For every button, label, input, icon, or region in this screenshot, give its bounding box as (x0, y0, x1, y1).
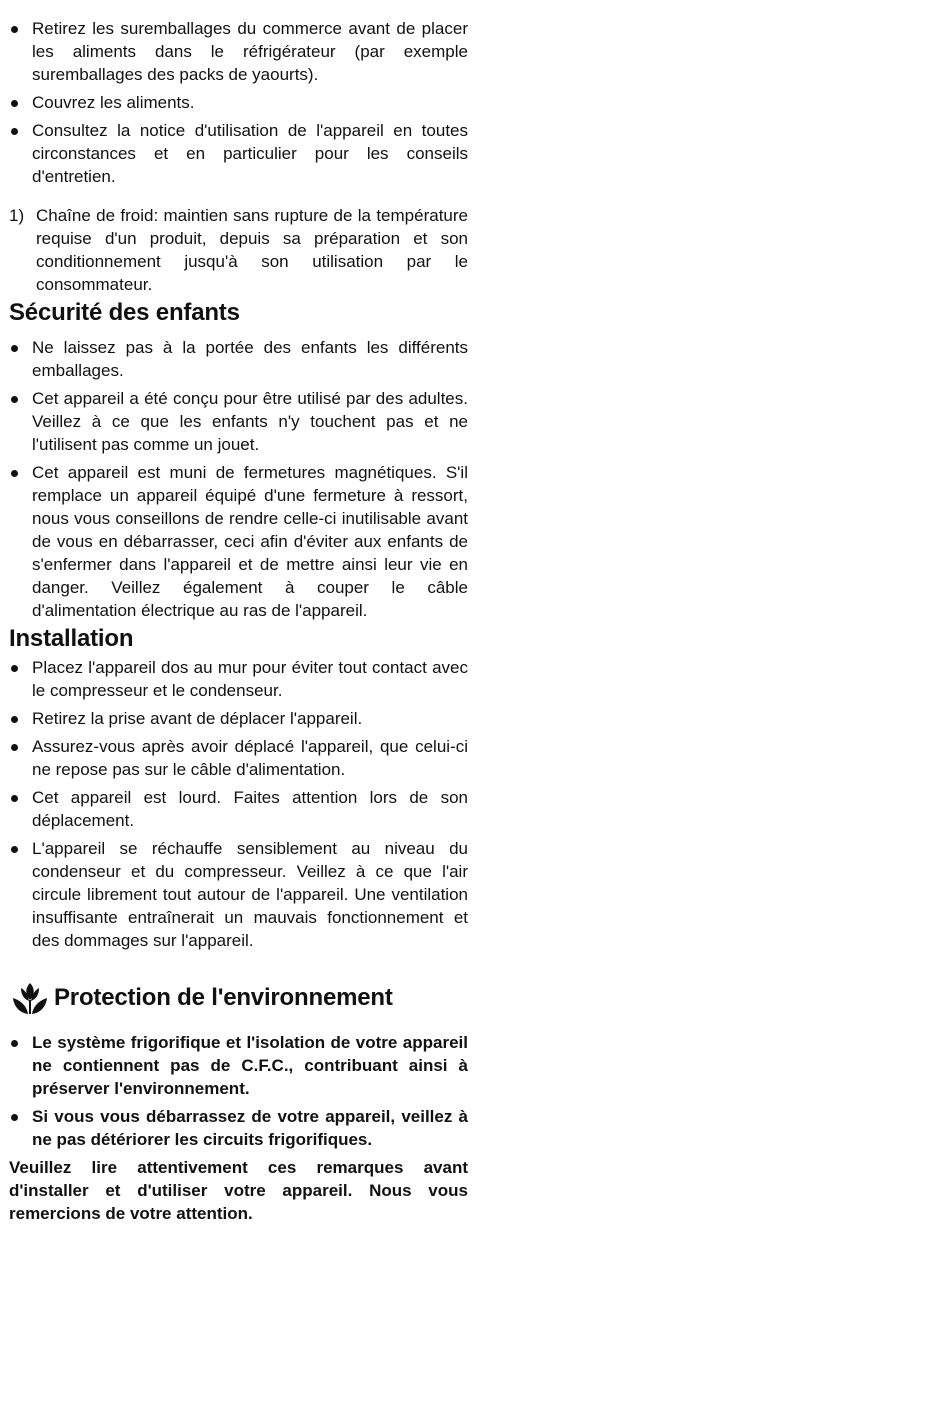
environment-list (9, 1031, 468, 1151)
list-item: Cet appareil est muni de fermetures magnétiques. S'il remplace un appareil équipé d'une fermeture à ressort, nous vous conseillons de rendre celle-ci inutilisable avant de vous en débarrasser, ceci afin d'éviter aux enfants de s'enfermer dans l'appareil et de mettre ainsi leur vie en danger. Veillez également à couper le câble d'alimentation électrique au ras de l'appareil. (9, 461, 468, 622)
footnote (9, 204, 468, 296)
environment-heading (9, 979, 468, 1017)
bullet-icon (11, 665, 18, 672)
bullet-icon (11, 100, 18, 107)
heading-environment: Protection de l'environnement (54, 984, 393, 1011)
installation-list (9, 656, 468, 952)
environment-section (9, 1031, 468, 1225)
list-item: L'appareil se réchauffe sensiblement au niveau du condenseur et du compresseur. Veillez à ce que l'air circule librement tout autour de l'appareil. Une ventilation insuffisante entraînerait un mauvais fonctionnement et des dommages sur l'appareil. (9, 837, 468, 952)
list-item: Placez l'appareil dos au mur pour éviter tout contact avec le compresseur et le condenseur. (9, 656, 468, 702)
environment-flower-icon (9, 979, 51, 1017)
bullet-icon (11, 744, 18, 751)
list-item: Couvrez les aliments. (9, 91, 468, 114)
heading-installation: Installation (9, 625, 134, 652)
list-item: Cet appareil est lourd. Faites attention lors de son déplacement. (9, 786, 468, 832)
list-item: Retirez les suremballages du commerce avant de placer les aliments dans le réfrigérateur (par exemple suremballages des packs de yaourts). (9, 17, 468, 86)
bullet-icon (11, 795, 18, 802)
bullet-icon (11, 846, 18, 853)
bullet-icon (11, 1040, 18, 1047)
list-item: Cet appareil a été conçu pour être utilisé par des adultes. Veillez à ce que les enfants n'y touchent pas et ne l'utilisent pas comme un jouet. (9, 387, 468, 456)
list-item: Retirez la prise avant de déplacer l'appareil. (9, 707, 468, 730)
bullet-icon (11, 128, 18, 135)
footnote-number: 1) (9, 206, 25, 225)
bullet-icon (11, 716, 18, 723)
bullet-icon (11, 1114, 18, 1121)
footnote-text: Chaîne de froid: maintien sans rupture de la température requise d'un produit, depuis sa préparation et son conditionnement jusqu'à son utilisation par le consommateur. (36, 206, 468, 294)
heading-children-safety: Sécurité des enfants (9, 299, 240, 326)
bullet-icon (11, 396, 18, 403)
intro-list (9, 17, 468, 188)
list-item: Assurez-vous après avoir déplacé l'appareil, que celui-ci ne repose pas sur le câble d'alimentation. (9, 735, 468, 781)
bullet-icon (11, 26, 18, 33)
bullet-icon (11, 470, 18, 477)
children-safety-list (9, 336, 468, 622)
closing-note: Veuillez lire attentivement ces remarques avant d'installer et d'utiliser votre appareil. Nous vous remercions de votre attention. (9, 1158, 468, 1223)
list-item: Ne laissez pas à la portée des enfants les différents emballages. (9, 336, 468, 382)
bullet-icon (11, 345, 18, 352)
list-item: Consultez la notice d'utilisation de l'appareil en toutes circonstances et en particulier pour les conseils d'entretien. (9, 119, 468, 188)
list-item: Si vous vous débarrassez de votre appareil, veillez à ne pas détériorer les circuits frigorifiques. (9, 1105, 468, 1151)
list-item: Le système frigorifique et l'isolation de votre appareil ne contiennent pas de C.F.C., contribuant ainsi à préserver l'environnement. (9, 1031, 468, 1100)
document-column (9, 17, 468, 1225)
